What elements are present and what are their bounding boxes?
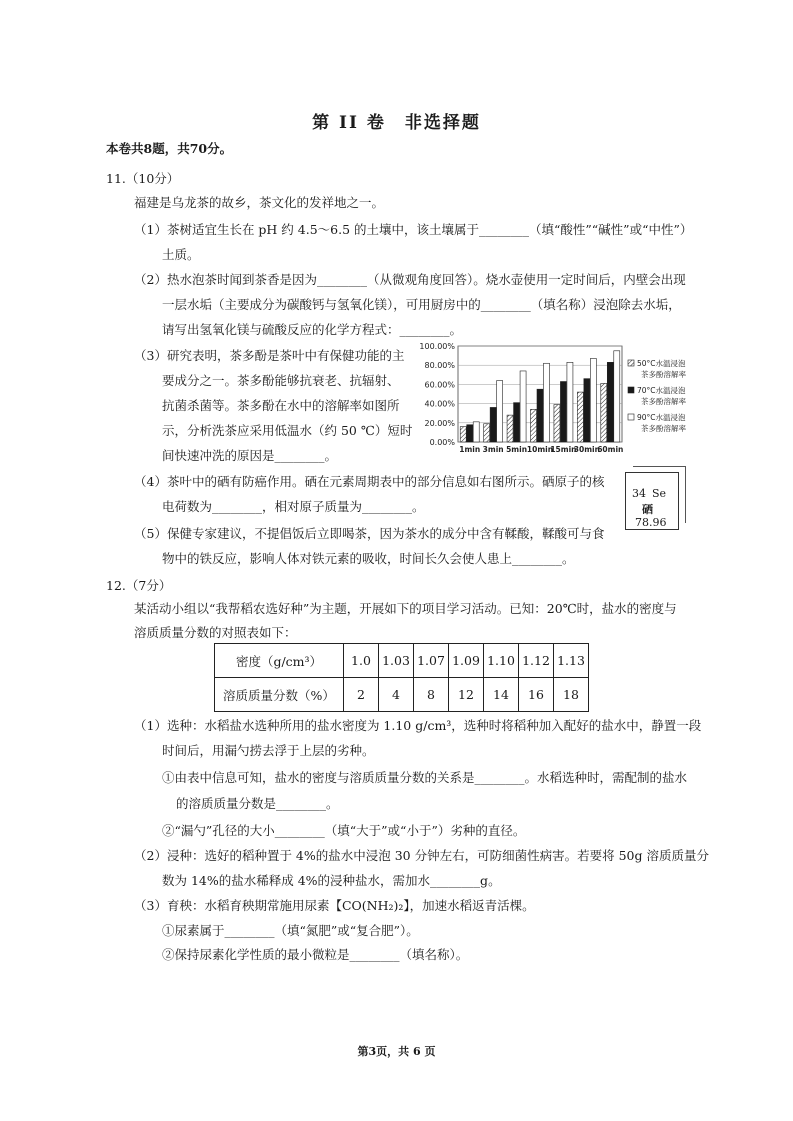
table-cell: 1.09 [449,644,484,678]
q11-part2-line2: 一层水垢（主要成分为碳酸钙与氢氧化镁），可用厨房中的________（填名称）浸泡除去水垢， [162,297,681,312]
q12-part2-line2: 数为 14%的盐水稀释成 4%的浸种盐水，需加水________g。 [162,873,501,888]
table-row [215,644,589,678]
q11-part1-line1: （1）茶树适宜生长在 pH 约 4.5～6.5 的土壤中，该土壤属于________（填“酸性”“碱性”或“中性”） [134,222,693,237]
chart-bar [544,363,550,442]
table-row [215,678,589,712]
chart-xtick-label: 60min [597,445,624,454]
q11-part2-line1: （2）热水泡茶时闻到茶香是因为________（从微观角度回答）。烧水壶使用一定时间后，内壁会出现 [134,272,686,287]
chart-legend-label: 茶多酚溶解率 [641,370,686,379]
q12-part3b: ②保持尿素化学性质的最小微粒是________（填名称）。 [162,947,469,962]
q12-part3-line1: （3）育秧：水稻育秧期常施用尿素【CO(NH₂)₂】，加速水稻返青活棵。 [134,898,535,913]
chart-legend-swatch [628,360,634,366]
chart-xtick-label: 10min [526,445,554,454]
q11-part3-line2: 要成分之一。茶多酚能够抗衰老、抗辐射、 [162,373,400,388]
q12-part3a: ①尿素属于________（填“氮肥”或“复合肥”）。 [162,923,419,938]
q11-part3-line3: 抗菌杀菌等。茶多酚在水中的溶解率如图所 [162,398,400,413]
q11-part4-line2: 电荷数为________，相对原子质量为________。 [162,499,425,514]
q11-part2-line3: 请写出氢氧化镁与硫酸反应的化学方程式：________。 [162,322,463,337]
table-header-density: 密度（g/cm³） [215,644,344,678]
chart-legend-label: 70°C水温浸泡 [637,386,686,395]
element-mass: 78.96 [635,516,667,529]
table-cell: 1.03 [379,644,414,678]
q11-header: 11.（10分） [106,171,180,186]
chart-ytick-label: 20.00% [424,418,455,428]
chart-bar [567,362,573,442]
chart-legend-label: 茶多酚溶解率 [641,424,686,433]
table-cell: 14 [484,678,519,712]
q12-intro-line2: 溶质质量分数的对照表如下： [134,625,297,640]
element-number: 34 [632,487,646,500]
chart-legend-label: 50°C水温浸泡 [637,359,686,368]
selenium-element-card [625,472,679,530]
q11-intro: 福建是乌龙茶的故乡，茶文化的发祥地之一。 [134,195,385,210]
q12-part1a-line2: 的溶质质量分数是________。 [176,796,339,811]
page-footer: 第3页，共 6 页 [357,1045,436,1058]
q11-part3-line4: 示，分析洗茶应采用低温水（约 50 ℃）短时 [162,423,413,438]
chart-legend-swatch [628,414,634,420]
q12-header: 12.（7分） [106,578,172,593]
chart-bar [577,392,583,442]
chart-ytick-label: 0.00% [429,438,455,447]
table-cell: 8 [414,678,449,712]
chart-xtick-label: 1min [459,445,481,454]
table-cell: 16 [519,678,554,712]
chart-xtick-label: 3min [482,445,504,454]
chart-ytick-label: 40.00% [424,399,455,409]
chart-bar [560,382,566,442]
chart-bar [490,407,496,442]
chart-legend-label: 茶多酚溶解率 [641,397,686,406]
chart-bar [514,403,520,442]
table-cell: 1.13 [554,644,589,678]
chart-xtick-label: 15min [550,445,577,454]
chart-ytick-label: 100.00% [419,342,455,351]
chart-bar [537,389,543,442]
chart-bar [584,379,590,442]
table-cell: 2 [344,678,379,712]
chart-xtick-label: 5min [506,445,528,454]
q12-intro-line1: 某活动小组以“我帮稻农选好种”为主题，开展如下的项目学习活动。已知：20℃时，盐水的密度与 [134,601,677,616]
chart-bar [460,427,466,442]
q11-part3-line5: 间快速冲洗的原因是________。 [162,448,338,463]
table-cell: 18 [554,678,589,712]
table-cell: 4 [379,678,414,712]
chart-bar [531,409,537,442]
q12-part2-line1: （2）浸种：选好的稻种置于 4%的盐水中浸泡 30 分钟左右，可防细菌性病害。若要将 50g 溶质质量分 [134,848,709,863]
chart-bar [467,425,473,442]
chart-xtick-label: 30min [573,445,600,454]
density-table [214,643,589,712]
chart-bar [484,424,490,442]
q11-part1-line2: 土质。 [162,247,200,262]
q12-part1-line2: 时间后，用漏勺捞去浮于上层的劣种。 [162,743,375,758]
q12-part1-line1: （1）选种：水稻盐水选种所用的盐水密度为 1.10 g/cm³，选种时将稻种加入配好的盐水中，静置一段 [134,718,702,733]
page-title: 第 II 卷 非选择题 [312,113,481,133]
table-cell: 1.12 [519,644,554,678]
chart-bar [473,422,479,442]
q11-part4-line1: （4）茶叶中的硒有防癌作用。硒在元素周期表中的部分信息如右图所示。硒原子的核 [134,474,605,489]
chart-legend-swatch [628,387,634,393]
q11-part5-line2: 物中的铁反应，影响人体对铁元素的吸收，时间长久会使人患上________。 [162,551,575,566]
chart-bar [607,362,613,442]
element-symbol: Se [652,487,667,500]
section-note: 本卷共8题，共70分。 [106,141,233,156]
chart-bar [497,381,503,442]
table-header-mass-fraction: 溶质质量分数（%） [215,678,344,712]
table-cell: 1.0 [344,644,379,678]
tea-polyphenol-chart [408,342,690,460]
chart-bar [520,371,526,442]
chart-bar [590,358,596,442]
chart-legend-label: 90°C水温浸泡 [637,413,686,422]
element-name: 硒 [642,503,653,516]
chart-bar [554,405,560,442]
q11-part5-line1: （5）保健专家建议，不提倡饭后立即喝茶，因为茶水的成分中含有鞣酸，鞣酸可与食 [134,526,605,541]
chart-bar [614,351,620,442]
chart-bar [601,383,607,442]
table-cell: 1.10 [484,644,519,678]
q12-part1a-line1: ①由表中信息可知，盐水的密度与溶质质量分数的关系是________。水稻选种时，需配制的盐水 [162,770,688,785]
q12-part1b: ②“漏勺”孔径的大小________（填“大于”或“小于”）劣种的直径。 [162,823,526,838]
table-cell: 12 [449,678,484,712]
chart-bar [507,415,513,442]
q11-part3-line1: （3）研究表明，茶多酚是茶叶中有保健功能的主 [134,348,405,363]
table-cell: 1.07 [414,644,449,678]
chart-ytick-label: 80.00% [424,361,455,371]
chart-ytick-label: 60.00% [424,380,455,390]
